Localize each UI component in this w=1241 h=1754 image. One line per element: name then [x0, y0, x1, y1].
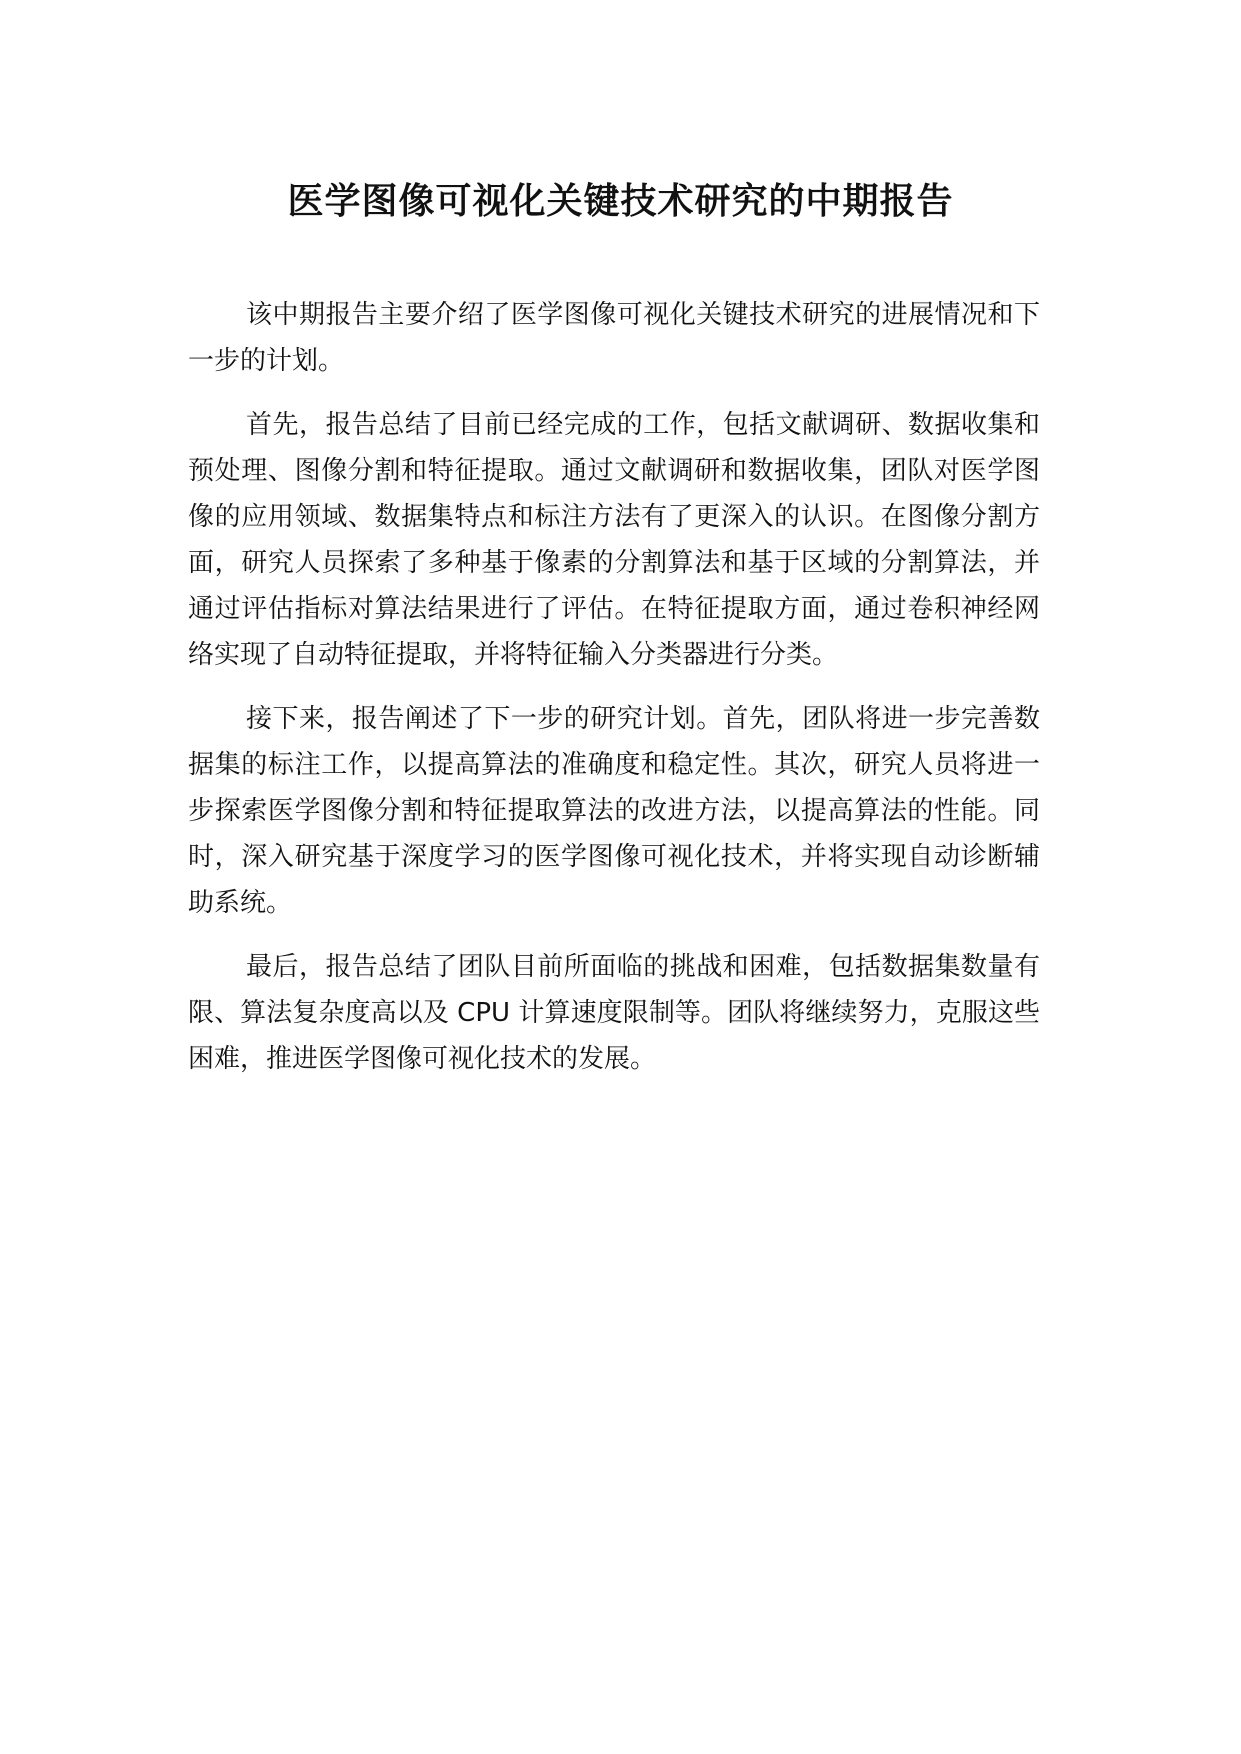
- paragraph-next-plan: 接下来，报告阐述了下一步的研究计划。首先，团队将进一步完善数据集的标注工作，以提高算法的准确度和稳定性。其次，研究人员将进一步探索医学图像分割和特征提取算法的改进方法，以提高算法的性能。同时，深入研究基于深度学习的医学图像可视化技术，并将实现自动诊断辅助系统。: [188, 704, 1040, 918]
- paragraph-challenges: 最后，报告总结了团队目前所面临的挑战和困难，包括数据集数量有限、算法复杂度高以及 CPU 计算速度限制等。团队将继续努力，克服这些困难，推进医学图像可视化技术的发展。: [188, 952, 1040, 1074]
- paragraph-completed-work: 首先，报告总结了目前已经完成的工作，包括文献调研、数据收集和预处理、图像分割和特征提取。通过文献调研和数据收集，团队对医学图像的应用领域、数据集特点和标注方法有了更深入的认识。在图像分割方面，研究人员探索了多种基于像素的分割算法和基于区域的分割算法，并通过评估指标对算法结果进行了评估。在特征提取方面，通过卷积神经网络实现了自动特征提取，并将特征输入分类器进行分类。: [188, 410, 1040, 670]
- document-title: 医学图像可视化关键技术研究的中期报告: [287, 181, 954, 222]
- paragraph-intro: 该中期报告主要介绍了医学图像可视化关键技术研究的进展情况和下一步的计划。: [188, 300, 1040, 376]
- document-body: [188, 292, 1040, 1100]
